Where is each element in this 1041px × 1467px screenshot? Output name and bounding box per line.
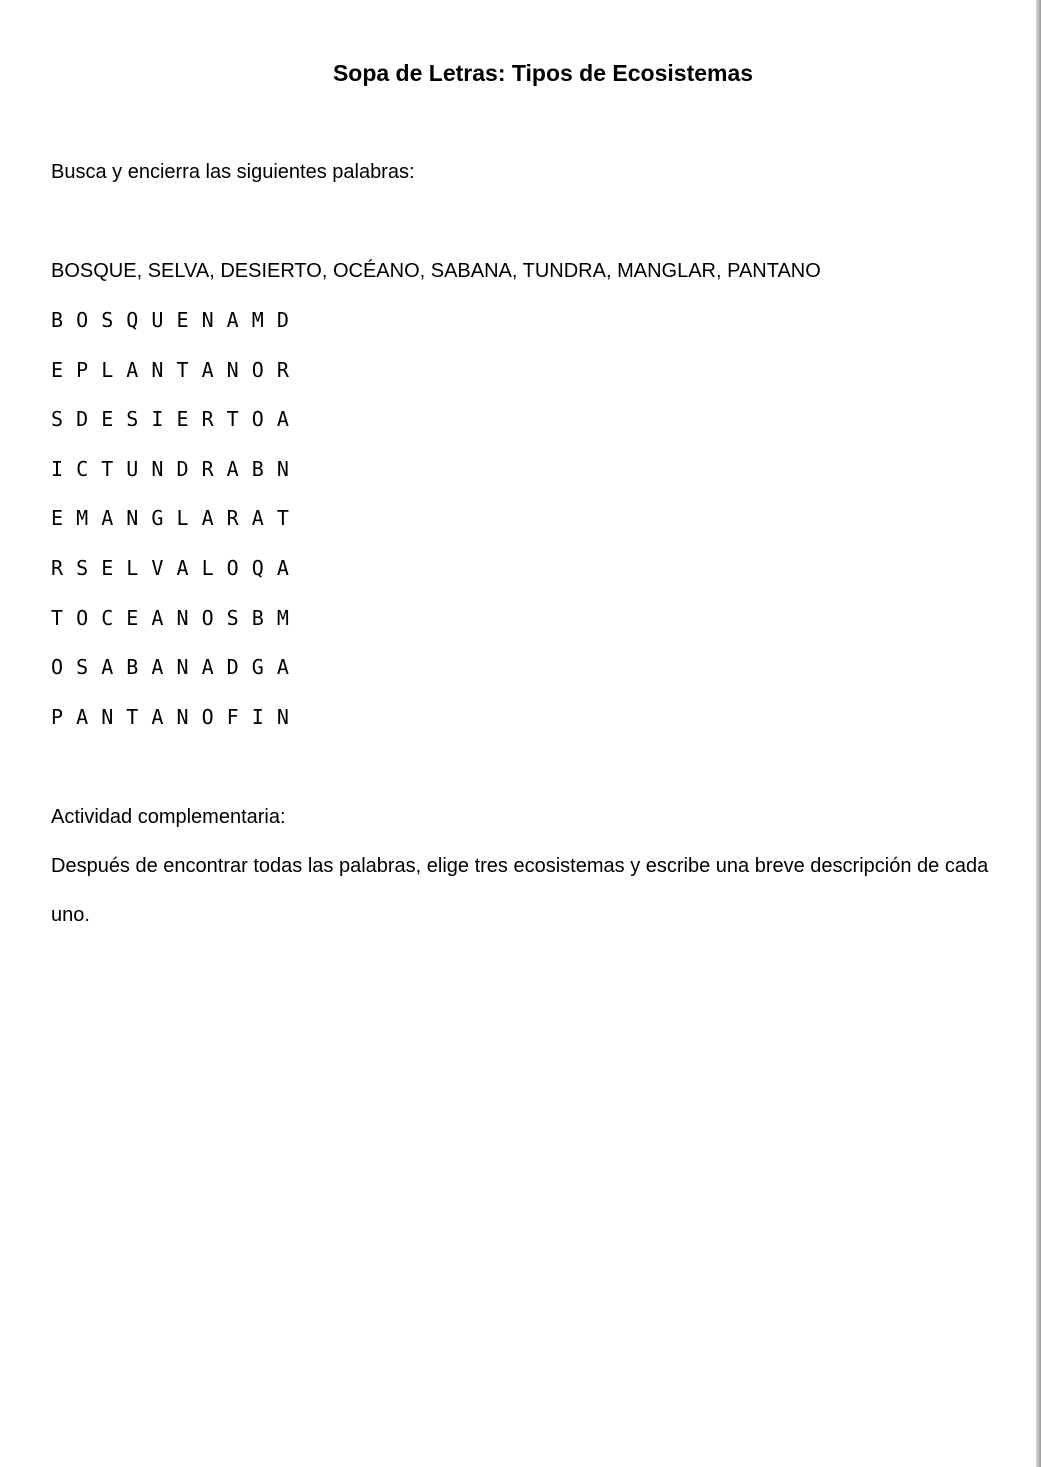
grid-letter: T bbox=[101, 456, 114, 481]
grid-letter: T bbox=[51, 605, 64, 630]
grid-letter: R bbox=[276, 357, 289, 382]
grid-letter: R bbox=[226, 506, 239, 531]
grid-letter: I bbox=[151, 407, 164, 432]
grid-letter: G bbox=[251, 655, 264, 680]
grid-row bbox=[51, 306, 302, 356]
grid-letter: O bbox=[251, 407, 264, 432]
activity-description: Después de encontrar todas las palabras, elige tres ecosistemas y escribe una breve descripción de cada uno. bbox=[51, 855, 989, 926]
grid-letter: Q bbox=[126, 308, 139, 332]
grid-row bbox=[51, 356, 302, 406]
grid-letter: O bbox=[76, 605, 89, 630]
grid-letter: E bbox=[51, 357, 64, 382]
grid-letter: A bbox=[101, 655, 114, 680]
grid-letter: S bbox=[226, 605, 239, 630]
grid-letter: A bbox=[276, 655, 289, 680]
grid-letter: T bbox=[226, 407, 239, 432]
grid-row bbox=[51, 405, 302, 455]
grid-letter: I bbox=[251, 704, 264, 729]
grid-letter: R bbox=[201, 407, 214, 432]
grid-letter: N bbox=[126, 506, 139, 531]
grid-letter: N bbox=[176, 605, 189, 630]
grid-letter: E bbox=[51, 506, 64, 531]
grid-letter: S bbox=[76, 655, 89, 680]
grid-row bbox=[51, 554, 302, 604]
grid-letter: F bbox=[226, 704, 239, 729]
grid-letter: D bbox=[226, 655, 239, 680]
grid-letter: S bbox=[76, 555, 89, 580]
grid-letter: N bbox=[151, 456, 164, 481]
grid-letter: B bbox=[51, 308, 64, 332]
grid-letter: N bbox=[101, 704, 114, 729]
grid-letter: E bbox=[101, 555, 114, 580]
grid-letter: A bbox=[276, 555, 289, 580]
grid-letter: Q bbox=[251, 555, 264, 580]
grid-letter: A bbox=[226, 308, 239, 332]
grid-letter: E bbox=[176, 308, 189, 332]
grid-letter: A bbox=[101, 506, 114, 531]
grid-letter: O bbox=[251, 357, 264, 382]
grid-row bbox=[51, 504, 302, 554]
grid-letter: A bbox=[151, 704, 164, 729]
grid-row bbox=[51, 604, 302, 654]
grid-letter: N bbox=[176, 655, 189, 680]
grid-letter: B bbox=[126, 655, 139, 680]
grid-letter: N bbox=[276, 704, 289, 729]
grid-row bbox=[51, 455, 302, 505]
grid-letter: U bbox=[126, 456, 139, 481]
grid-row bbox=[51, 703, 302, 753]
grid-letter: S bbox=[101, 308, 114, 332]
grid-letter: T bbox=[126, 704, 139, 729]
word-search-grid bbox=[51, 306, 302, 752]
grid-letter: A bbox=[76, 704, 89, 729]
grid-letter: D bbox=[176, 456, 189, 481]
grid-letter: P bbox=[76, 357, 89, 382]
grid-letter: N bbox=[151, 357, 164, 382]
grid-letter: L bbox=[201, 555, 214, 580]
grid-letter: S bbox=[51, 407, 64, 432]
grid-letter: A bbox=[226, 456, 239, 481]
grid-letter: R bbox=[51, 555, 64, 580]
grid-letter: B bbox=[251, 605, 264, 630]
grid-letter: O bbox=[201, 704, 214, 729]
grid-letter: I bbox=[51, 456, 64, 481]
grid-letter: M bbox=[251, 308, 264, 332]
grid-letter: O bbox=[76, 308, 89, 332]
grid-letter: O bbox=[201, 605, 214, 630]
grid-letter: D bbox=[276, 308, 289, 332]
grid-letter: N bbox=[276, 456, 289, 481]
instructions-text: Busca y encierra las siguientes palabras: bbox=[51, 161, 415, 183]
grid-letter: A bbox=[201, 357, 214, 382]
grid-letter: L bbox=[176, 506, 189, 531]
grid-letter: C bbox=[101, 605, 114, 630]
grid-letter: A bbox=[251, 506, 264, 531]
grid-letter: P bbox=[51, 704, 64, 729]
grid-letter: A bbox=[201, 655, 214, 680]
grid-letter: R bbox=[201, 456, 214, 481]
page-title: Sopa de Letras: Tipos de Ecosistemas bbox=[332, 60, 754, 86]
grid-letter: A bbox=[176, 555, 189, 580]
grid-letter: S bbox=[126, 407, 139, 432]
grid-letter: N bbox=[226, 357, 239, 382]
grid-letter: C bbox=[76, 456, 89, 481]
page-edge-shadow bbox=[1036, 0, 1041, 1467]
grid-letter: L bbox=[101, 357, 114, 382]
grid-letter: E bbox=[101, 407, 114, 432]
activity-heading: Actividad complementaria: bbox=[51, 806, 286, 828]
grid-letter: E bbox=[176, 407, 189, 432]
grid-letter: U bbox=[151, 308, 164, 332]
grid-letter: N bbox=[176, 704, 189, 729]
grid-letter: O bbox=[226, 555, 239, 580]
grid-letter: D bbox=[76, 407, 89, 432]
word-list: BOSQUE, SELVA, DESIERTO, OCÉANO, SABANA, TUNDRA, MANGLAR, PANTANO bbox=[51, 260, 821, 282]
grid-letter: V bbox=[151, 555, 164, 580]
grid-letter: E bbox=[126, 605, 139, 630]
grid-letter: A bbox=[276, 407, 289, 432]
grid-letter: A bbox=[151, 605, 164, 630]
grid-letter: M bbox=[276, 605, 289, 630]
grid-letter: A bbox=[151, 655, 164, 680]
grid-letter: B bbox=[251, 456, 264, 481]
grid-letter: A bbox=[201, 506, 214, 531]
grid-letter: T bbox=[276, 506, 289, 531]
grid-letter: G bbox=[151, 506, 164, 531]
grid-row bbox=[51, 653, 302, 703]
grid-letter: M bbox=[76, 506, 89, 531]
grid-letter: O bbox=[51, 655, 64, 680]
grid-letter: T bbox=[176, 357, 189, 382]
grid-letter: A bbox=[126, 357, 139, 382]
grid-letter: N bbox=[201, 308, 214, 332]
grid-letter: L bbox=[126, 555, 139, 580]
